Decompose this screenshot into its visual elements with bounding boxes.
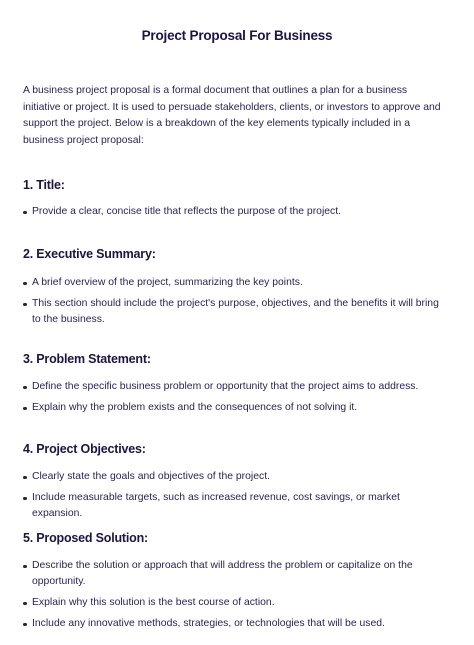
bullet-list [23,469,443,522]
section-proposed-solution [23,531,443,632]
bullet-item: Include measurable targets, such as increased revenue, cost savings, or market expansion. [23,490,443,522]
bullet-list [23,558,443,632]
bullet-item: Include any innovative methods, strategies, or technologies that will be used. [23,616,443,632]
intro-paragraph: A business project proposal is a formal document that outlines a plan for a business initiative or project. It is used to persuade stakeholders, clients, or investors to approve and support the project. Below is a breakdown of the key elements typically included in a business project proposal: [23,85,441,146]
bullet-item: A brief overview of the project, summarizing the key points. [23,275,443,291]
bullet-item: Provide a clear, concise title that reflects the purpose of the project. [23,204,443,220]
bullet-item: Explain why this solution is the best course of action. [23,595,443,611]
bullet-item: Define the specific business problem or opportunity that the project aims to address. [23,379,443,395]
bullet-list [23,275,443,328]
bullet-list [23,204,443,220]
section-problem-statement [23,352,443,416]
section-heading: 2. Executive Summary: [23,247,156,261]
section-heading: 5. Proposed Solution: [23,531,148,545]
bullet-item: Explain why the problem exists and the consequences of not solving it. [23,400,443,416]
document-title: Project Proposal For Business [141,28,333,43]
section-project-objectives [23,442,443,522]
section-executive-summary [23,247,443,328]
section-title [23,178,443,220]
section-heading: 1. Title: [23,178,65,192]
section-heading: 4. Project Objectives: [23,442,146,456]
bullet-item: Clearly state the goals and objectives of the project. [23,469,443,485]
bullet-item: This section should include the project's purpose, objectives, and the benefits it will bring to the business. [23,296,443,328]
bullet-item: Describe the solution or approach that will address the problem or capitalize on the opportunity. [23,558,443,590]
bullet-list [23,379,443,416]
section-heading: 3. Problem Statement: [23,352,151,366]
